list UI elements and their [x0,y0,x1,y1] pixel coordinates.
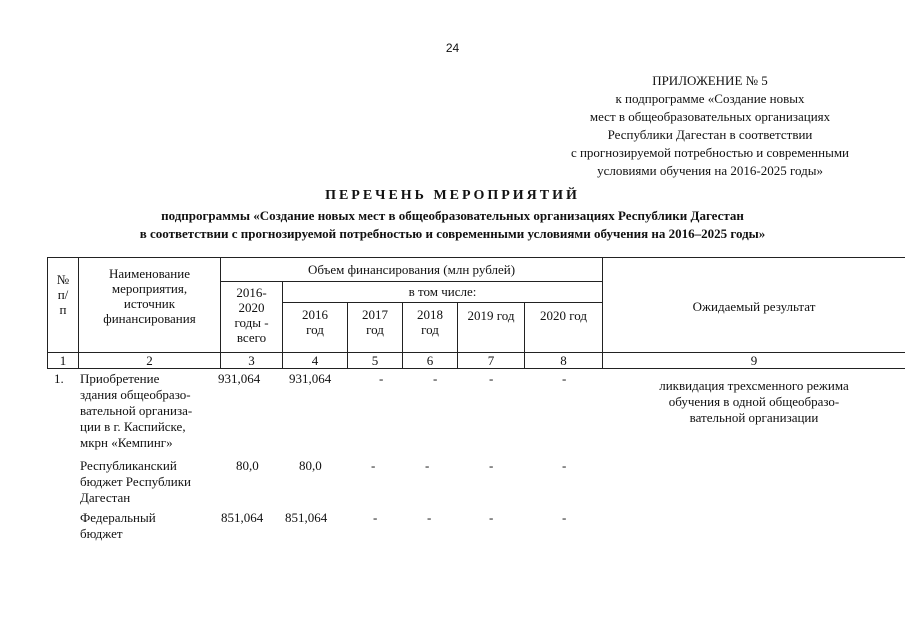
row-name-line: мкрн «Кемпинг» [80,435,173,450]
row-2018: - [433,371,438,386]
page-number: 24 [445,41,460,55]
header-result: Ожидаемый результат [692,299,816,314]
row-name [80,510,214,542]
appendix-line: Республики Дагестан в соответствии [607,127,813,142]
row-name-line: Республиканский [80,458,177,473]
appendix-line: к подпрограмме «Создание новых [615,91,805,106]
row-name [80,458,214,506]
header-num [48,272,78,317]
row-2020: - [562,458,567,473]
row-name-line: Федеральный [80,510,156,525]
subtitle-line: в соответствии с прогнозируемой потребностью и современными условиями обучения на 2016–2025 годы» [139,226,766,241]
row-result [603,378,905,426]
row-total: 931,064 [218,371,261,386]
header-text: 2016- [236,285,267,300]
row-2018: - [427,510,432,525]
appendix-line: с прогнозируемой потребностью и современными [570,145,850,160]
header-divider [220,281,602,282]
colnum-bottom-border [47,368,905,369]
col-number: 2 [146,353,153,368]
header-2016 [283,307,347,337]
col-number: 3 [248,353,255,368]
row-total: 80,0 [236,458,259,473]
row-number: 1. [54,371,64,386]
col-number: 5 [371,353,379,368]
row-name-line: вательной организа- [80,403,193,418]
row-name-line: ции в г. Каспийске, [80,419,186,434]
row-name-line: Приобретение [80,371,160,386]
header-text: финансирования [103,311,196,326]
header-funding: Объем финансирования (млн рублей) [307,262,516,277]
header-text: источник [123,296,176,311]
row-result-line: обучения в одной общеобразо- [668,394,840,409]
header-text: годы - [234,315,269,330]
row-2017: - [373,510,378,525]
header-2019: 2019 год [467,308,515,323]
row-2020: - [562,371,567,386]
row-2017: - [379,371,384,386]
col-number: 1 [59,353,67,368]
header-text: 2016 [302,307,328,322]
header-text: п [59,302,67,317]
document-subtitle [0,207,905,243]
row-name-line: Дагестан [80,490,131,505]
appendix-block [500,72,905,180]
appendix-line: условиями обучения на 2016-2025 годы» [597,163,823,178]
row-2020: - [562,510,567,525]
col-number: 4 [311,353,319,368]
header-text: 2017 [362,307,388,322]
header-2020: 2020 год [540,308,587,323]
appendix-line: ПРИЛОЖЕНИЕ № 5 [652,73,768,88]
header-divider [282,302,602,303]
header-2018 [403,307,457,337]
header-text: год [421,322,439,337]
header-text: 2018 [417,307,443,322]
row-2018: - [425,458,430,473]
col-number: 8 [560,353,567,368]
header-text: год [306,322,324,337]
header-text: 2020 [238,300,265,315]
header-text: год [366,322,384,337]
row-total: 851,064 [221,510,264,525]
row-result-line: ликвидация трехсменного режима [659,378,849,393]
document-title: ПЕРЕЧЕНЬ МЕРОПРИЯТИЙ [325,188,580,203]
header-total [221,285,282,345]
appendix-line: мест в общеобразовательных организациях [589,109,831,124]
row-2016: 80,0 [299,458,322,473]
header-text: п/ [57,287,69,302]
row-2019: - [489,458,494,473]
row-2017: - [371,458,376,473]
header-name [79,266,220,326]
col-number: 6 [426,353,434,368]
header-text: мероприятия, [111,281,188,296]
row-name-line: бюджет [80,526,123,541]
header-text: всего [236,330,267,345]
row-name [80,371,214,451]
row-name-line: бюджет Республики [80,474,192,489]
row-name-line: здания общеобразо- [80,387,191,402]
row-2019: - [489,371,494,386]
col-number: 9 [750,353,758,368]
col-number: 7 [487,353,495,368]
subtitle-line: подпрограммы «Создание новых мест в общеобразовательных организациях Республики Дагестан [161,208,744,223]
row-2016: 851,064 [285,510,328,525]
row-result-line: вательной организации [689,410,819,425]
header-2017 [348,307,402,337]
header-including: в том числе: [408,284,477,299]
row-2016: 931,064 [289,371,332,386]
header-text: Наименование [109,266,190,281]
header-text: № [56,272,70,287]
table-top-border [47,257,905,258]
row-2019: - [489,510,494,525]
